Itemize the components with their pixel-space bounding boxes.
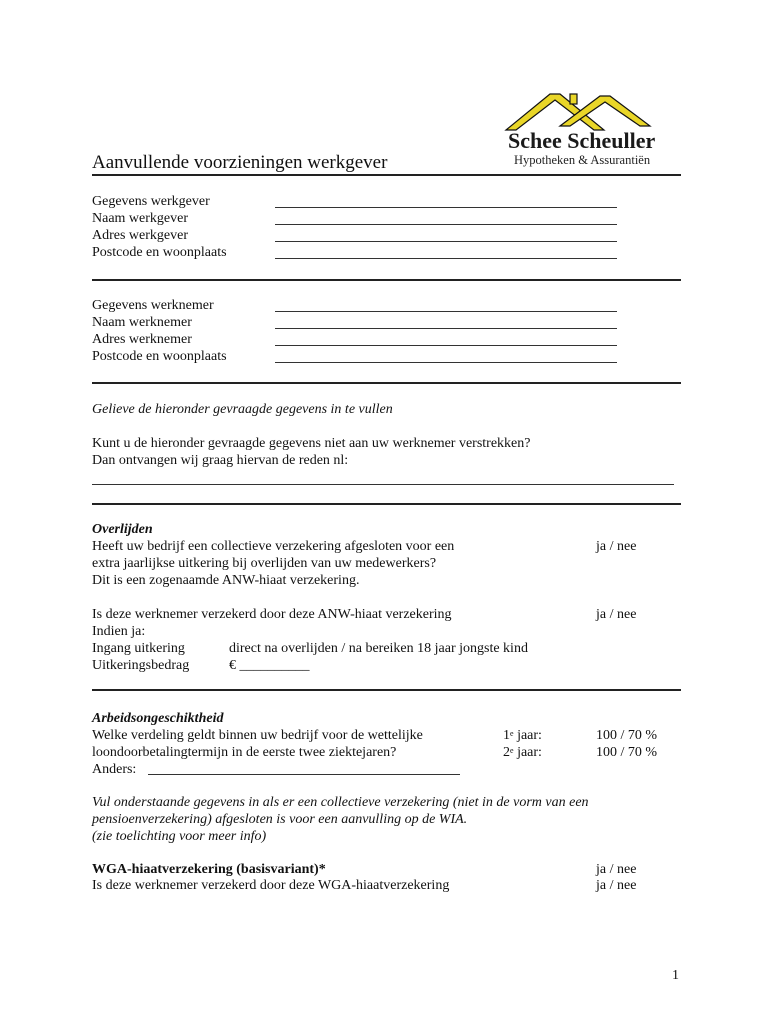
employee-label-2: Adres werknemer (92, 332, 192, 347)
employee-label-0: Gegevens werknemer (92, 298, 214, 313)
section-rule-4 (92, 689, 681, 691)
employer-label-1: Naam werkgever (92, 211, 189, 226)
employee-label-3: Postcode en woonplaats (92, 349, 227, 364)
page-title: Aanvullende voorzieningen werkgever (92, 152, 388, 173)
wia-note-line-1: pensioenverzekering) afgesloten is voor een aanvulling op de WIA. (92, 812, 468, 827)
overlijden-q1-line-0: Heeft uw bedrijf een collectieve verzekering afgesloten voor een (92, 539, 455, 554)
ao-year2-value[interactable]: 100 / 70 % (596, 745, 658, 760)
question-line-1: Kunt u de hieronder gevraagde gegevens niet aan uw werknemer verstrekken? (92, 436, 531, 451)
instruction-text: Gelieve de hieronder gevraagde gegevens in te vullen (92, 402, 393, 417)
employee-field-line-1[interactable] (275, 328, 617, 329)
ao-heading: Arbeidsongeschiktheid (92, 711, 224, 726)
overlijden-q1-line-1: extra jaarlijkse uitkering bij overlijden van uw medewerkers? (92, 556, 437, 571)
employer-field-line-0[interactable] (275, 207, 617, 208)
employer-field-line-3[interactable] (275, 258, 617, 259)
overlijden-q2-answer[interactable]: ja / nee (596, 607, 637, 622)
ao-year2-word: jaar: (517, 745, 542, 760)
wga-question: Is deze werknemer verzekerd door deze WGA-hiaatverzekering (92, 878, 450, 893)
ao-line-1: Welke verdeling geldt binnen uw bedrijf voor de wettelijke (92, 728, 423, 743)
ao-year1-num: 1 (503, 728, 510, 743)
employer-label-3: Postcode en woonplaats (92, 245, 227, 260)
ao-year1-sup: e (510, 729, 514, 738)
section-rule-1 (92, 279, 681, 281)
employer-field-line-1[interactable] (275, 224, 617, 225)
ao-year2-label (503, 744, 542, 761)
ao-year1-word: jaar: (517, 728, 542, 743)
wia-note-line-0: Vul onderstaande gegevens in als er een collectieve verzekering (niet in de vorm van een (92, 795, 589, 810)
ingang-value[interactable]: direct na overlijden / na bereiken 18 jaar jongste kind (229, 641, 528, 656)
section-rule-2 (92, 382, 681, 384)
ingang-label: Ingang uitkering (92, 641, 185, 656)
wga-heading-answer[interactable]: ja / nee (596, 862, 637, 877)
section-rule-3 (92, 503, 681, 505)
ao-year1-label (503, 727, 542, 744)
ao-year2-sup: e (510, 746, 514, 755)
page-number: 1 (672, 968, 679, 983)
overlijden-q1-answer[interactable]: ja / nee (596, 539, 637, 554)
overlijden-q1-line-2: Dit is een zogenaamde ANW-hiaat verzekering. (92, 573, 360, 588)
overlijden-q2: Is deze werknemer verzekerd door deze ANW-hiaat verzekering (92, 607, 452, 622)
employee-field-line-2[interactable] (275, 345, 617, 346)
employee-field-line-0[interactable] (275, 311, 617, 312)
question-line-2: Dan ontvangen wij graag hiervan de reden nl: (92, 453, 349, 468)
logo-name: Schee Scheuller (508, 128, 656, 153)
ao-year2-num: 2 (503, 745, 510, 760)
wga-question-answer[interactable]: ja / nee (596, 878, 637, 893)
employee-label-1: Naam werknemer (92, 315, 192, 330)
logo-subtitle: Hypotheken & Assurantiën (514, 153, 651, 167)
employer-label-0: Gegevens werkgever (92, 194, 210, 209)
employer-label-2: Adres werkgever (92, 228, 189, 243)
reason-field-line[interactable] (92, 484, 674, 485)
wga-heading: WGA-hiaatverzekering (basisvariant)* (92, 862, 326, 877)
ao-year1-value[interactable]: 100 / 70 % (596, 728, 658, 743)
anders-field-line[interactable] (148, 774, 460, 775)
wia-note-line-2: (zie toelichting voor meer info) (92, 829, 267, 844)
title-rule (92, 174, 681, 176)
indien-ja-label: Indien ja: (92, 624, 146, 639)
employer-field-line-2[interactable] (275, 241, 617, 242)
bedrag-value[interactable]: € __________ (229, 658, 310, 673)
bedrag-label: Uitkeringsbedrag (92, 658, 190, 673)
overlijden-heading: Overlijden (92, 522, 153, 537)
ao-anders-label: Anders: (92, 762, 137, 777)
employee-field-line-3[interactable] (275, 362, 617, 363)
ao-line-2: loondoorbetalingtermijn in de eerste twee ziektejaren? (92, 745, 397, 760)
company-logo (500, 86, 670, 166)
